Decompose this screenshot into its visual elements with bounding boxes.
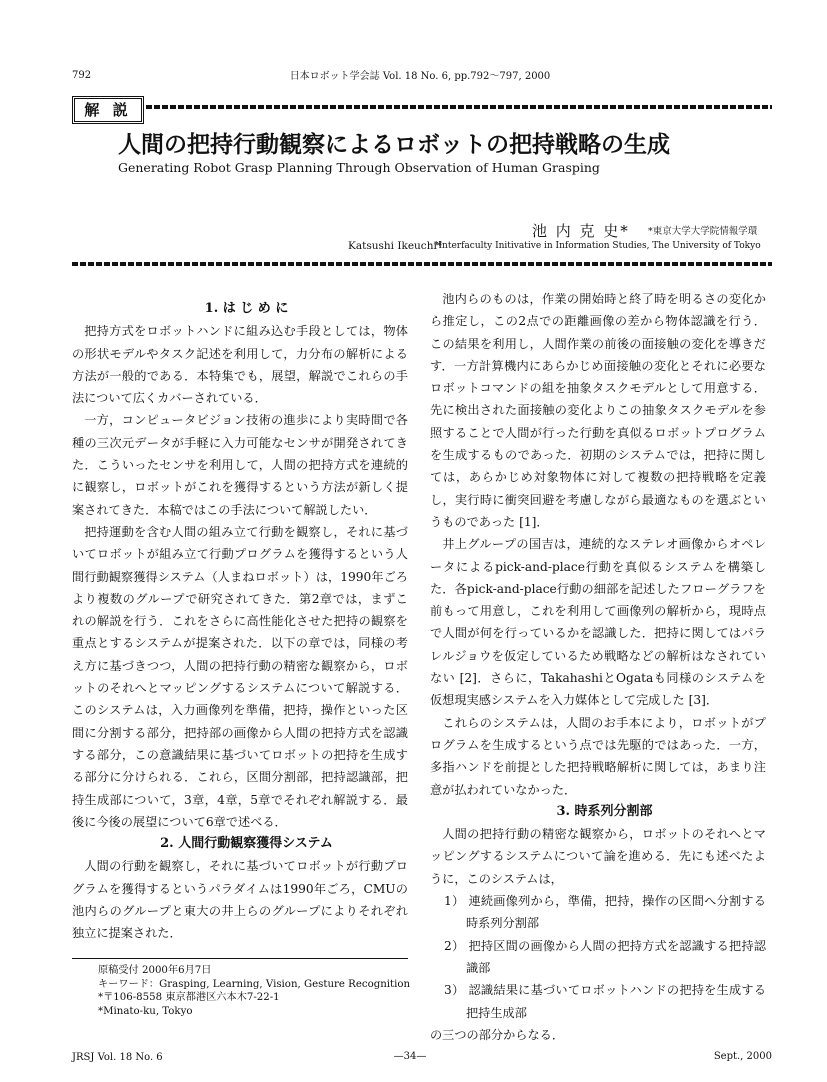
paragraph: 人間の行動を観察し，それに基づいてロボットが行動プログラムを獲得するというパラダイムは1990年ごろ，CMUの池内らのグループと東大の井上らのグループによりそれぞれ独立に提案された． <box>72 859 408 941</box>
footnote: *〒106-8558 東京都港区六本木7-22-1 <box>98 992 280 1004</box>
list-item: 1） 連続画像列から，準備，把持，操作の区間へ分割する時系列分割部 <box>444 894 766 931</box>
article-subtitle: Generating Robot Grasp Planning Through Observation of Human Grasping <box>118 160 600 175</box>
footnotes <box>98 964 418 1018</box>
footnote: *Minato-ku, Tokyo <box>98 1005 193 1017</box>
right-column <box>430 288 766 1046</box>
footnote: 原稿受付 2000年6月7日 <box>98 965 212 976</box>
footer-page: —34— <box>393 1051 427 1062</box>
paragraph: の三つの部分からなる． <box>430 1027 565 1042</box>
affiliation-jp: *東京大学大学院情報学環 <box>648 226 758 237</box>
author-en: Katsushi Ikeuchi* <box>348 240 443 252</box>
list-item: 3） 認識結果に基づいてロボットハンドの把持を生成する把持生成部 <box>444 983 766 1020</box>
footnote-rule <box>72 958 408 959</box>
left-column <box>72 288 408 945</box>
section-1-heading: 1. は じ め に <box>204 301 289 316</box>
footnote: キーワード：Grasping, Learning, Vision, Gesture Recognition <box>98 978 411 990</box>
footer-date: Sept., 2000 <box>713 1051 772 1062</box>
paragraph: 把持方式をロボットハンドに組み込む手段としては，物体の形状モデルやタスク記述を利用して，力分布の解析による方法が一般的である．本特集でも，展望，解説でこれらの手法について広くカバーされている． <box>72 324 408 406</box>
header-rule <box>146 105 772 109</box>
paragraph: 人間の把持行動の精密な観察から，ロボットのそれへとマッピングするシステムについて論を進める．先にも述べたように，このシステムは， <box>430 827 766 886</box>
journal-citation: 日本ロボット学会誌 Vol. 18 No. 6, pp.792～797, 2000 <box>289 71 551 82</box>
author-rule <box>72 262 772 266</box>
paragraph: 一方，コンピュータビジョン技術の進歩により実時間で各種の三次元データが手軽に入力可能なセンサが開発されてきた．こういったセンサを利用して，人間の把持方式を連続的に観察し，ロボットがこれを獲得するという方法が新しく提案されてきた．本稿ではこの手法について解説したい． <box>72 413 408 517</box>
section-3-heading: 3. 時系列分割部 <box>556 803 653 819</box>
section-2-heading: 2. 人間行動観察獲得システム <box>160 836 333 852</box>
paragraph: 把持運動を含む人間の組み立て行動を観察し，それに基づいてロボットが組み立て行動プログラムを獲得するという人間行動観察獲得システム（人まねロボット）は，1990年ごろより複数のグループで研究されてきた．第2章では，まずこれの解説を行う．これをさらに高性能化させた把持の観察を重点とするシステムが提案された．以下の章では，同様の考え方に基づきつつ，人間の把持行動の精密な観察から，ロボットのそれへとマッピングするシステムについて解説する．このシステムは，入力画像列を準備，把持，操作といった区間に分割する部分，把持部の画像から人間の把持方式を認識する部分，この意識結果に基づいてロボットの把持を生成する部分に分けられる．これら，区間分割部，把持認識部，把持生成部について，3章，4章，5章でそれぞれ解説する．最後に今後の展望について6章で述べる． <box>72 524 408 829</box>
section-badge: 解 説 <box>72 96 144 124</box>
author-jp: 池 内 克 史* <box>532 222 630 240</box>
paragraph: 池内らのものは，作業の開始時と終了時を明るさの変化から推定し，この2点での距離画像の差から物体認識を行う．この結果を利用し，人間作業の前後の面接触の変化を導きだす．一方計算機内にあらかじめ面接触の変化とそれに必要なロボットコマンドの組を抽象タスクモデルとして用意する．先に検出された面接触の変化よりこの抽象タスクモデルを参照することで人間が行った行動を真似るロボットプログラムを生成するものであった．初期のシステムでは，把持に関しては，あらかじめ対象物体に対して複数の把持戦略を定義し，実行時に衝突回避を考慮しながら最適なものを選ぶというものであった [1]． <box>430 292 766 529</box>
paragraph: 井上グループの国吉は，連続的なステレオ画像からオペレータによるpick-and-place行動を真似るシステムを構築した．各pick-and-place行動の細部を記述したフローグラフを前もって用意し，これを利用して画像列の解析から，現時点で人間が何を行っているかを認識した．把持に関してはパラレルジョウを仮定しているため戦略などの解析はなされていない [2]．さらに，TakahashiとOgataも同様のシステムを仮想現実感システムを入力媒体として完成した [3]． <box>430 537 766 708</box>
page-number: 792 <box>72 70 92 81</box>
paragraph: これらのシステムは，人間のお手本により，ロボットがプログラムを生成するという点では先駆的ではあった．一方，多指ハンドを前提とした把持戦略解析に関しては，あまり注意が払われていなかった． <box>430 715 766 797</box>
list-item: 2） 把持区間の画像から人間の把持方式を認識する把持認識部 <box>444 938 766 975</box>
article-title: 人間の把持行動観察によるロボットの把持戦略の生成 <box>118 132 670 158</box>
footer-journal: JRSJ Vol. 18 No. 6 <box>72 1052 163 1063</box>
affiliation-en: *Interfaculty Initivative in Information Studies, The University of Tokyo <box>434 241 761 251</box>
